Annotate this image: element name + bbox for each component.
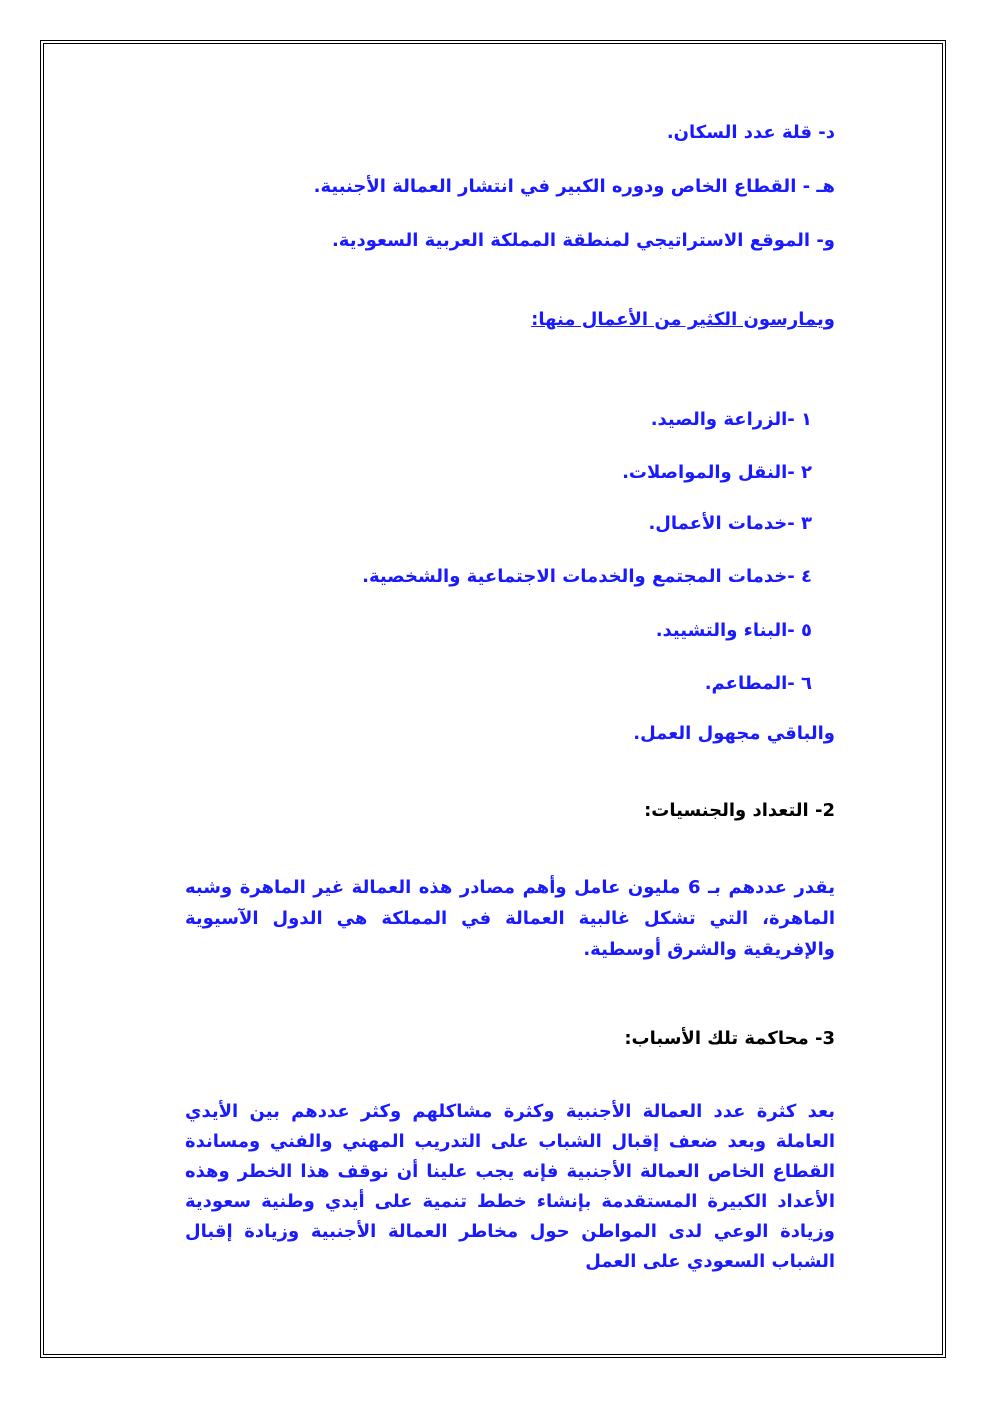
section2-heading: 2- التعداد والجنسيات: <box>644 800 835 821</box>
job-item-4: ٤ -خدمات المجتمع والخدمات الاجتماعية والشخصية. <box>362 566 812 587</box>
item-d-population: د- قلة عدد السكان. <box>666 122 835 143</box>
job-item-1: ١ -الزراعة والصيد. <box>650 409 812 430</box>
job-item-2: ٢ -النقل والمواصلات. <box>622 462 812 483</box>
section3-heading: 3- محاكمة تلك الأسباب: <box>624 1028 835 1049</box>
job-item-6: ٦ -المطاعم. <box>704 673 812 694</box>
item-h-private-sector: هـ - القطاع الخاص ودوره الكبير في انتشار العمالة الأجنبية. <box>313 176 835 197</box>
section3-paragraph: بعد كثرة عدد العمالة الأجنبية وكثرة مشاكلهم وكثر عددهم بين الأيدي العاملة وبعد ضعف إقبال الشباب على التدريب المهني والفني ومساندة القطاع الخاص العمالة الأجنبية فإنه يجب علينا أن نوقف هذا الخطر وهذه الأعداد الكبيرة المستقدمة بإنشاء خطط تنمية على أيدي وطنية سعودية وزيادة الوعي لدى المواطن حول مخاطر العمالة الأجنبية وزيادة إقبال الشباب السعودي على العمل <box>185 1101 835 1272</box>
job-item-5: ٥ -البناء والتشييد. <box>655 620 812 641</box>
item-w-strategic-location: و- الموقع الاستراتيجي لمنطقة المملكة العربية السعودية. <box>331 230 835 251</box>
section2-paragraph: يقدر عددهم بـ 6 مليون عامل وأهم مصادر هذه العمالة غير الماهرة وشبه الماهرة، التي تشكل غالبية العمالة في المملكة هي الدول الآسيوية والإفريقية والشرق أوسطية. <box>185 877 835 960</box>
job-item-3: ٣ -خدمات الأعمال. <box>648 513 812 534</box>
jobs-rest: والباقي مجهول العمل. <box>633 723 835 744</box>
jobs-heading: ويمارسون الكثير من الأعمال منها: <box>531 309 835 330</box>
